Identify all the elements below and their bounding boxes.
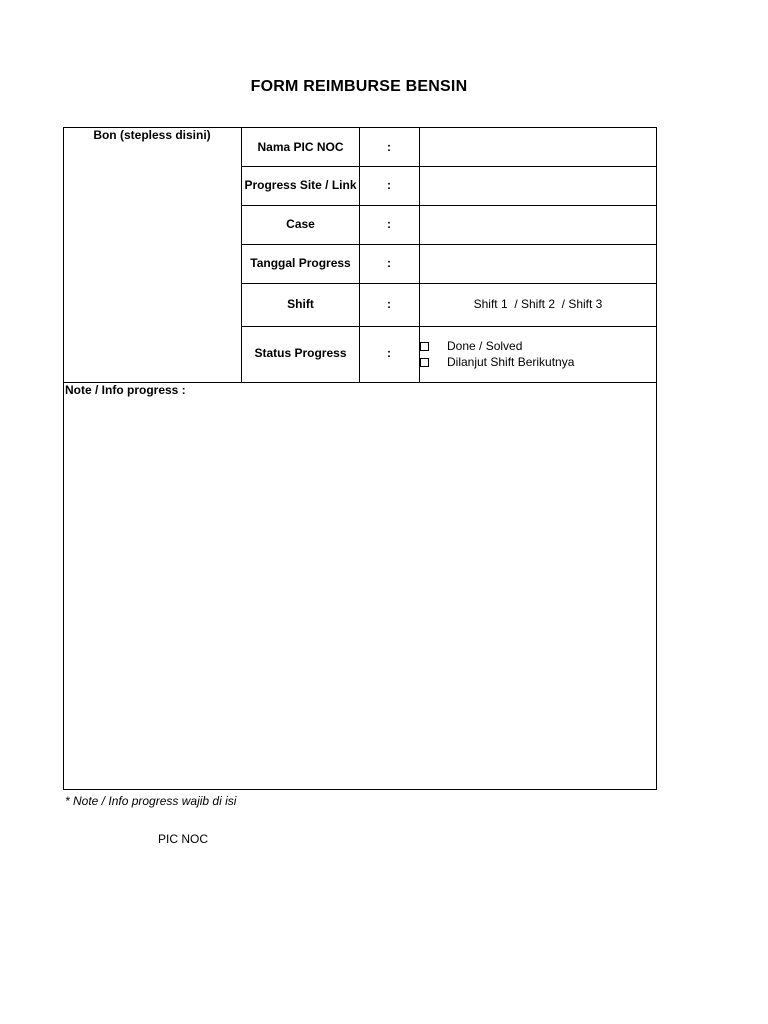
note-text-area[interactable] xyxy=(64,400,656,788)
row-divider xyxy=(241,283,657,284)
field-label-tanggal-progress: Tanggal Progress xyxy=(250,256,351,270)
row-divider xyxy=(241,205,657,206)
field-label-nama-pic-noc: Nama PIC NOC xyxy=(257,140,344,154)
shift-options-text: Shift 1 / Shift 2 / Shift 3 xyxy=(473,297,603,311)
field-label-progress-site-link: Progress Site / Link xyxy=(244,178,357,192)
note-label: Note / Info progress : xyxy=(65,383,186,397)
field-label-case: Case xyxy=(286,217,315,231)
form-title: FORM REIMBURSE BENSIN xyxy=(250,78,468,95)
table-border-right xyxy=(656,127,657,790)
receipt-attach-area-label: Bon (stepless disini) xyxy=(93,128,211,142)
field-label-shift: Shift xyxy=(287,297,314,311)
status-option-label: Dilanjut Shift Berikutnya xyxy=(447,355,575,369)
progress-site-link-field[interactable] xyxy=(420,178,656,192)
field-label-status-progress: Status Progress xyxy=(254,346,347,360)
field-colon: : xyxy=(387,256,391,270)
nama-pic-noc-field[interactable] xyxy=(420,140,656,154)
footnote: * Note / Info progress wajib di isi xyxy=(65,794,237,808)
row-divider xyxy=(241,326,657,327)
row-divider xyxy=(241,166,657,167)
field-colon: : xyxy=(387,217,391,231)
checkbox-icon[interactable] xyxy=(420,342,429,351)
field-colon: : xyxy=(387,346,391,360)
status-option-next-shift[interactable] xyxy=(420,355,574,369)
signer-label: PIC NOC xyxy=(158,832,209,846)
field-colon: : xyxy=(387,140,391,154)
checkbox-icon[interactable] xyxy=(420,358,429,367)
field-colon: : xyxy=(387,297,391,311)
field-colon: : xyxy=(387,178,391,192)
row-divider xyxy=(241,244,657,245)
status-option-done[interactable] xyxy=(420,339,522,353)
status-option-label: Done / Solved xyxy=(447,339,523,353)
case-field[interactable] xyxy=(420,217,656,231)
table-border-bottom xyxy=(63,789,657,790)
tanggal-progress-field[interactable] xyxy=(420,256,656,270)
